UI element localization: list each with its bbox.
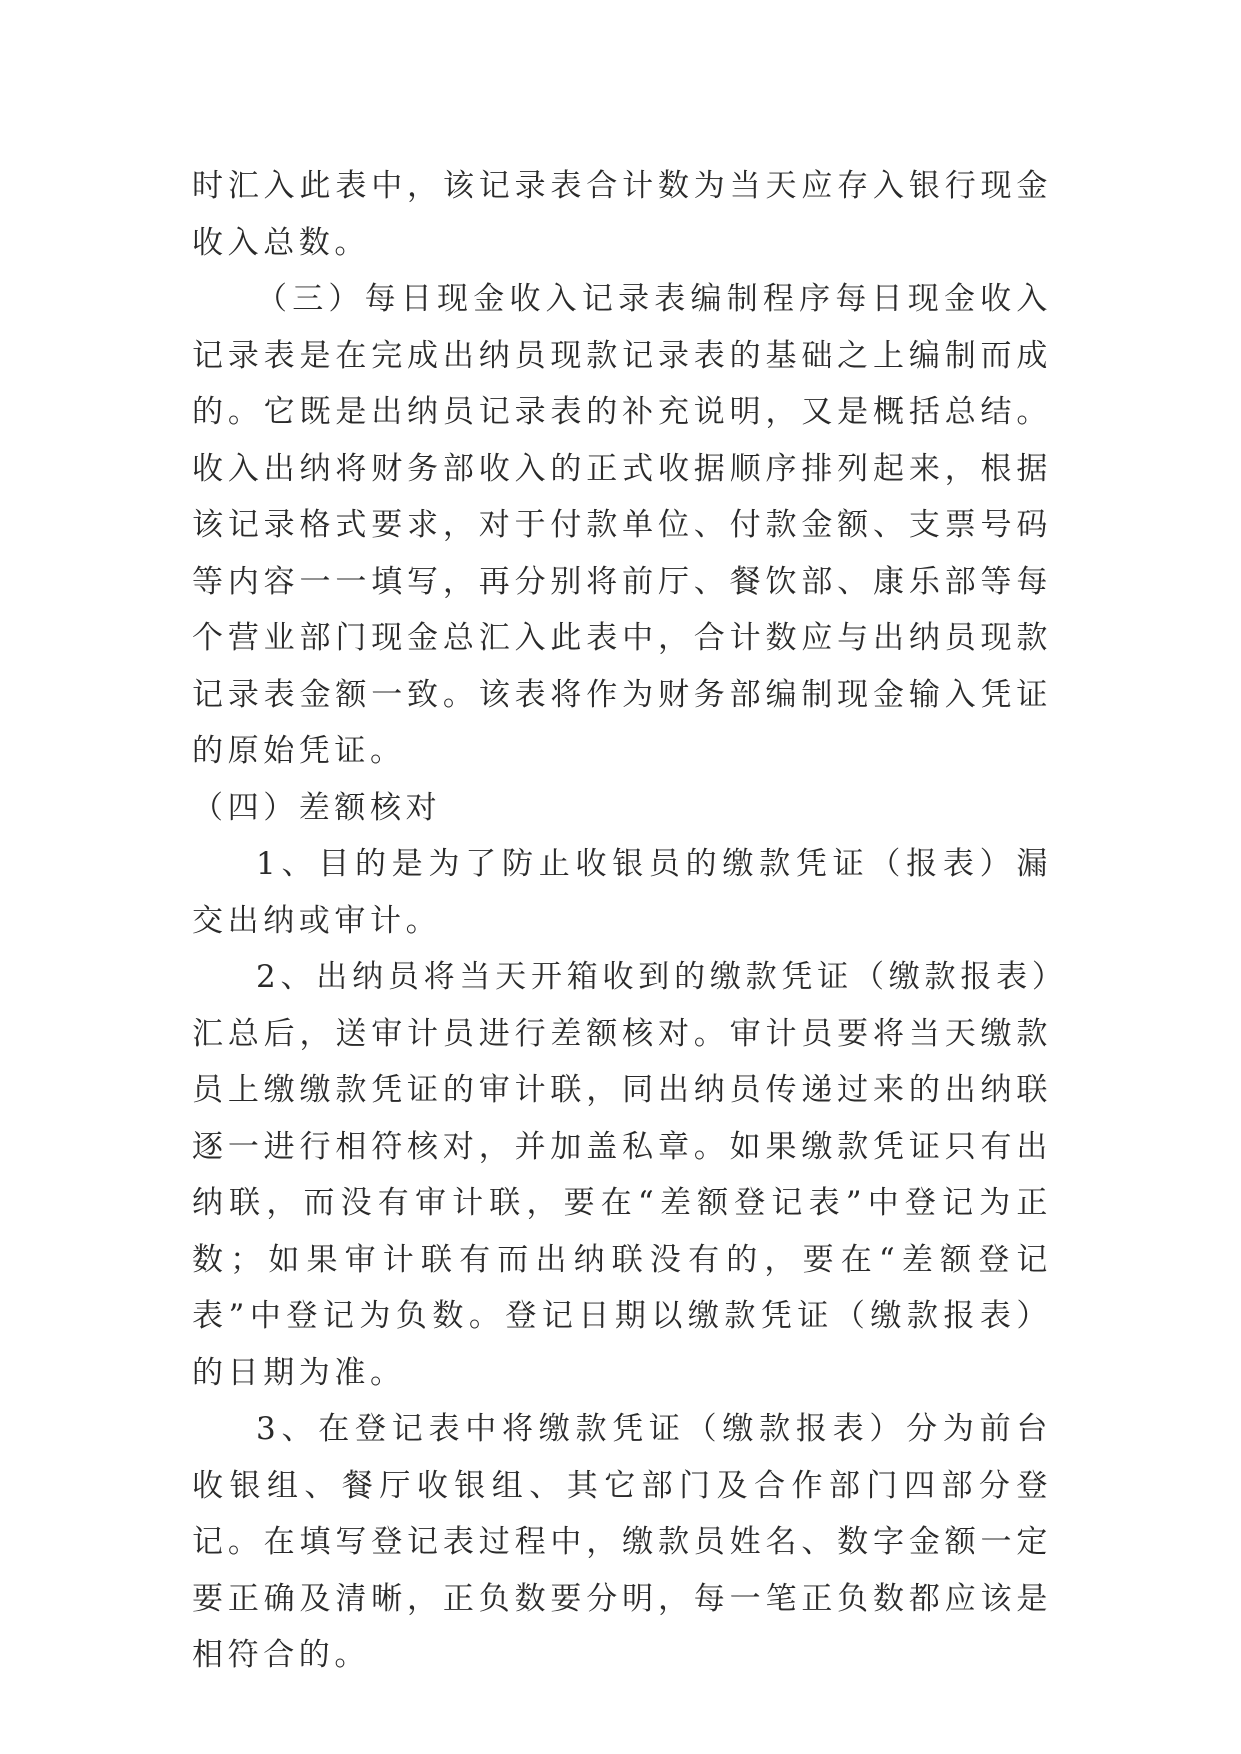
document-body <box>192 158 1052 1684</box>
paragraph-item-2: 2、出纳员将当天开箱收到的缴款凭证（缴款报表）汇总后，送审计员进行差额核对。审计员要将当天缴款员上缴缴款凭证的审计联，同出纳员传递过来的出纳联逐一进行相符核对，并加盖私章。如果缴款凭证只有出纳联，而没有审计联，要在“差额登记表”中登记为正数；如果审计联有而出纳联没有的，要在“差额登记表”中登记为负数。登记日期以缴款凭证（缴款报表）的日期为准。 <box>192 959 1052 1391</box>
paragraph-section-three: （三）每日现金收入记录表编制程序每日现金收入记录表是在完成出纳员现款记录表的基础之上编制而成的。它既是出纳员记录表的补充说明，又是概括总结。收入出纳将财务部收入的正式收据顺序排列起来，根据该记录格式要求，对于付款单位、付款金额、支票号码等内容一一填写，再分别将前厅、餐饮部、康乐部等每个营业部门现金总汇入此表中，合计数应与出纳员现款记录表金额一致。该表将作为财务部编制现金输入凭证的原始凭证。 <box>192 281 1052 769</box>
paragraph-continuation: 时汇入此表中，该记录表合计数为当天应存入银行现金收入总数。 <box>192 168 1052 261</box>
paragraph-item-1: 1、目的是为了防止收银员的缴款凭证（报表）漏交出纳或审计。 <box>192 846 1052 939</box>
paragraph-item-3: 3、在登记表中将缴款凭证（缴款报表）分为前台收银组、餐厅收银组、其它部门及合作部门四部分登记。在填写登记表过程中，缴款员姓名、数字金额一定要正确及清晰，正负数要分明，每一笔正负数都应该是相符合的。 <box>192 1411 1052 1673</box>
section-heading-four: （四）差额核对 <box>192 789 442 826</box>
